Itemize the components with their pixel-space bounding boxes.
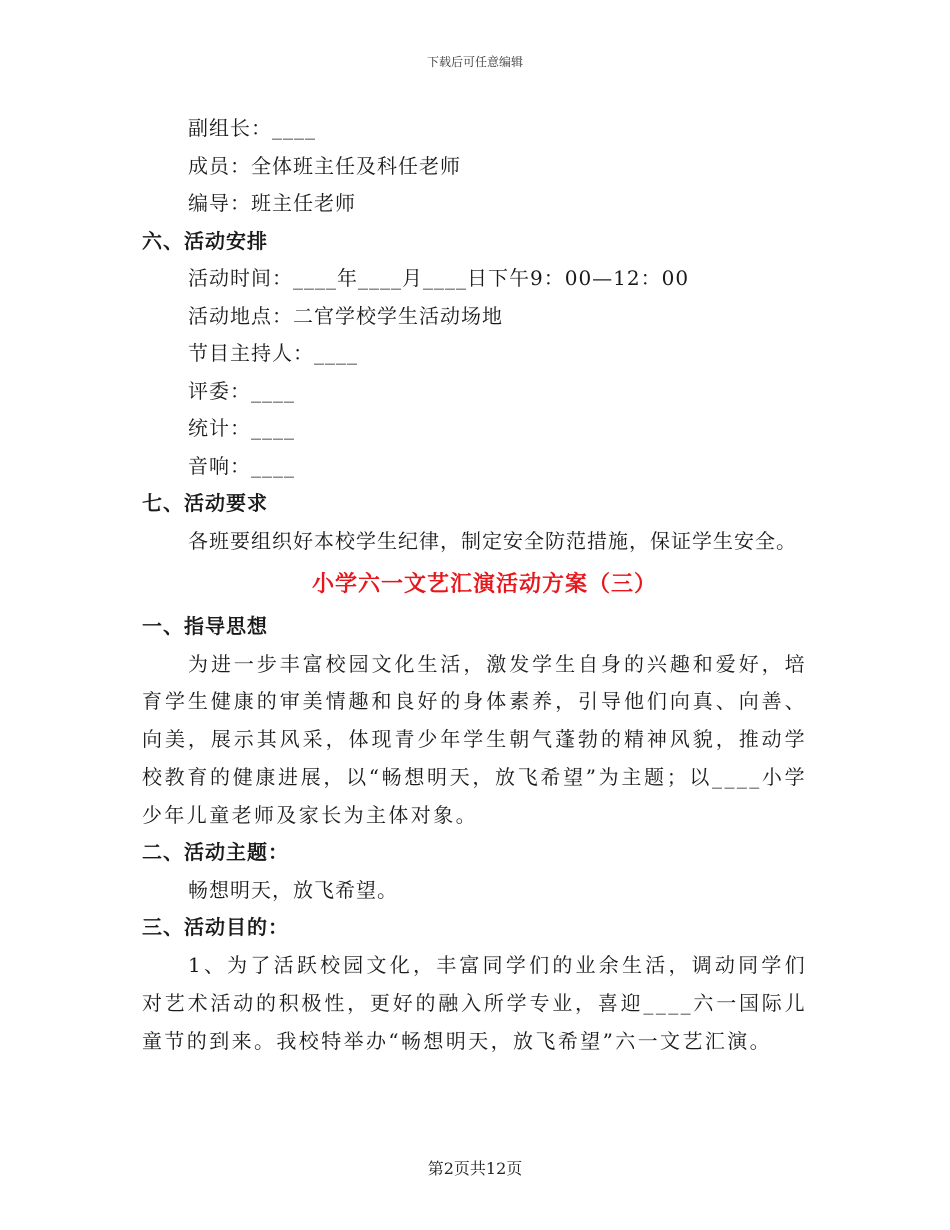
page-header: 下载后可任意编辑 [426, 55, 523, 69]
vice-leader-line: 副组长：____ [188, 116, 316, 140]
section-heading-arrangement: 六、活动安排 [142, 228, 268, 253]
sound-line: 音响：____ [188, 453, 295, 478]
document-body [142, 110, 807, 1060]
statistics-line: 统计：____ [188, 416, 295, 440]
host-line: 节目主持人：____ [188, 341, 358, 365]
section1-paragraph: 为进一步丰富校园文化生活，激发学生自身的兴趣和爱好，培育学生健康的审美情趣和良好的身体素养，引导他们向真、向善、向美，展示其风采，体现青少年学生朝气蓬勃的精神风貌，推动学校教育的健康进展，以“畅想明天，放飞希望”为主题；以____小学少年儿童老师及家长为主体对象。 [142, 651, 807, 827]
members-line: 成员：全体班主任及科任老师 [188, 153, 461, 178]
activity-time-line: 活动时间：____年____月____日下午9：00—12：00 [188, 266, 690, 290]
section2-text: 畅想明天，放飞希望。 [188, 877, 398, 902]
page-footer: 第2页共12页 [427, 1159, 523, 1178]
requirements-line: 各班要组织好本校学生纪律，制定安全防范措施，保证学生安全。 [188, 528, 797, 553]
director-line: 编导：班主任老师 [188, 191, 356, 215]
judges-line: 评委：____ [188, 378, 295, 403]
section3-heading: 三、活动目的： [142, 915, 289, 940]
document-title: 小学六一文艺汇演活动方案（三） [311, 572, 657, 597]
section2-heading: 二、活动主题： [142, 840, 289, 865]
section3-paragraph: 1、为了活跃校园文化，丰富同学们的业余生活，调动同学们对艺术活动的积极性，更好的融入所学专业，喜迎____六一国际儿童节的到来。我校特举办“畅想明天，放飞希望”六一文艺汇演。 [142, 952, 807, 1053]
section-heading-requirements: 七、活动要求 [142, 491, 268, 515]
section1-heading: 一、指导思想 [142, 614, 268, 638]
activity-location-line: 活动地点：二官学校学生活动场地 [188, 303, 503, 328]
